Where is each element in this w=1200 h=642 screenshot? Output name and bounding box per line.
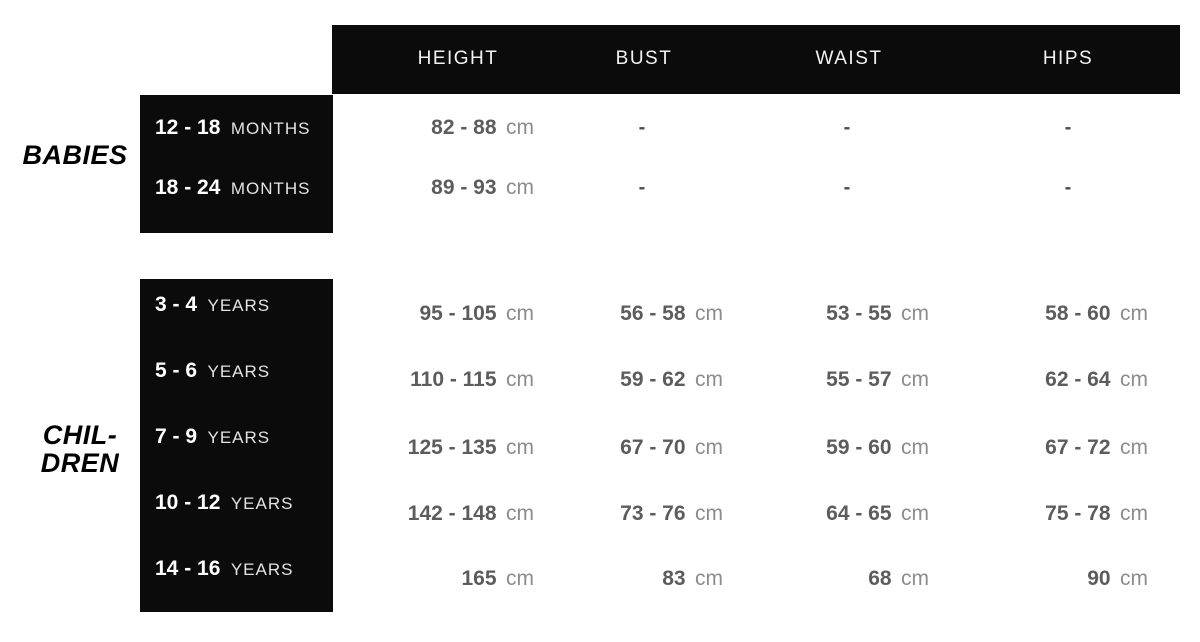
age-range: 18 - 24 bbox=[155, 176, 221, 199]
measurement-value: 67 - 70 bbox=[620, 436, 686, 459]
measurement-value: 64 - 65 bbox=[826, 502, 892, 525]
measurement-cell-height bbox=[408, 502, 534, 526]
measurement-value: 95 - 105 bbox=[419, 302, 497, 325]
measurement-unit: cm bbox=[1120, 567, 1148, 590]
measurement-value: 125 - 135 bbox=[407, 436, 497, 459]
measurement-unit: cm bbox=[901, 567, 929, 590]
measurement-unit: cm bbox=[1120, 368, 1148, 391]
measurement-unit: cm bbox=[1120, 436, 1148, 459]
measurement-value: 59 - 60 bbox=[826, 436, 892, 459]
measurement-cell-waist bbox=[868, 567, 929, 591]
measurement-unit: cm bbox=[506, 502, 534, 525]
measurement-value: 89 - 93 bbox=[431, 176, 497, 199]
empty-cell-dash: - bbox=[638, 176, 646, 199]
age-unit: YEARS bbox=[207, 428, 271, 447]
measurement-value: 59 - 62 bbox=[620, 368, 686, 391]
age-range: 7 - 9 bbox=[155, 425, 198, 448]
measurement-unit: cm bbox=[506, 436, 534, 459]
empty-cell-dash: - bbox=[843, 176, 851, 199]
measurement-value: 110 - 115 bbox=[410, 368, 497, 391]
measurement-unit: cm bbox=[901, 302, 929, 325]
measurement-value: 68 bbox=[868, 567, 892, 590]
empty-cell-dash: - bbox=[1064, 116, 1072, 139]
empty-cell-dash: - bbox=[1064, 176, 1072, 199]
measurement-unit: cm bbox=[695, 436, 723, 459]
age-unit: MONTHS bbox=[230, 179, 311, 198]
measurement-cell-hips bbox=[1045, 502, 1148, 526]
age-label bbox=[155, 557, 293, 581]
measurement-unit: cm bbox=[901, 502, 929, 525]
measurement-cell-hips bbox=[1045, 368, 1148, 392]
measurement-unit: cm bbox=[1120, 302, 1148, 325]
measurement-unit: cm bbox=[506, 302, 534, 325]
age-unit: YEARS bbox=[230, 494, 294, 513]
measurement-cell-height bbox=[410, 368, 534, 392]
age-range: 5 - 6 bbox=[155, 359, 198, 382]
measurement-value: 75 - 78 bbox=[1045, 502, 1111, 525]
group-label-children bbox=[41, 421, 120, 477]
empty-cell-dash: - bbox=[843, 116, 851, 139]
measurement-unit: cm bbox=[901, 368, 929, 391]
measurement-cell-waist bbox=[826, 502, 929, 526]
measurement-cell-bust bbox=[620, 302, 723, 326]
age-unit: YEARS bbox=[230, 560, 294, 579]
measurement-value: 83 bbox=[662, 567, 686, 590]
age-unit: YEARS bbox=[207, 362, 271, 381]
group-label-line: BABIES bbox=[22, 140, 128, 170]
measurement-cell-height bbox=[431, 176, 534, 200]
age-range: 14 - 16 bbox=[155, 557, 221, 580]
measurement-unit: cm bbox=[506, 567, 534, 590]
measurement-cell-height bbox=[431, 116, 534, 140]
age-label bbox=[155, 116, 311, 140]
age-range: 12 - 18 bbox=[155, 116, 221, 139]
measurement-unit: cm bbox=[506, 368, 534, 391]
column-header-hips: HIPS bbox=[1042, 48, 1094, 69]
age-label bbox=[155, 293, 270, 317]
measurement-unit: cm bbox=[1120, 502, 1148, 525]
measurement-cell-hips bbox=[1045, 302, 1148, 326]
measurement-value: 58 - 60 bbox=[1045, 302, 1111, 325]
group-label-line: CHIL- bbox=[42, 420, 118, 450]
measurement-cell-bust bbox=[620, 368, 723, 392]
age-label bbox=[155, 491, 293, 515]
measurement-cell-height bbox=[462, 567, 535, 591]
measurement-value: 73 - 76 bbox=[620, 502, 686, 525]
age-unit: YEARS bbox=[207, 296, 271, 315]
age-label bbox=[155, 425, 270, 449]
measurement-cell-bust bbox=[620, 436, 723, 460]
column-header-height: HEIGHT bbox=[417, 48, 499, 69]
measurement-cell-bust bbox=[662, 567, 723, 591]
measurement-unit: cm bbox=[506, 176, 534, 199]
measurement-unit: cm bbox=[506, 116, 534, 139]
age-range: 3 - 4 bbox=[155, 293, 198, 316]
measurement-unit: cm bbox=[695, 368, 723, 391]
measurement-unit: cm bbox=[901, 436, 929, 459]
measurement-cell-waist bbox=[826, 436, 929, 460]
age-label bbox=[155, 176, 311, 200]
measurement-value: 55 - 57 bbox=[826, 368, 892, 391]
measurement-unit: cm bbox=[695, 502, 723, 525]
measurement-value: 53 - 55 bbox=[826, 302, 892, 325]
measurement-cell-bust bbox=[620, 502, 723, 526]
measurement-cell-hips bbox=[1087, 567, 1148, 591]
measurement-value: 90 bbox=[1087, 567, 1111, 590]
measurement-value: 82 - 88 bbox=[431, 116, 497, 139]
measurement-cell-waist bbox=[826, 302, 929, 326]
age-label bbox=[155, 359, 270, 383]
measurement-value: 67 - 72 bbox=[1045, 436, 1111, 459]
measurement-value: 142 - 148 bbox=[407, 502, 497, 525]
measurement-cell-hips bbox=[1045, 436, 1148, 460]
measurement-cell-height bbox=[408, 436, 534, 460]
measurement-value: 62 - 64 bbox=[1045, 368, 1111, 391]
measurement-value: 56 - 58 bbox=[620, 302, 686, 325]
measurement-value: 165 bbox=[461, 567, 497, 590]
group-label-line: DREN bbox=[40, 448, 120, 478]
column-header-bust: BUST bbox=[615, 48, 673, 69]
measurement-unit: cm bbox=[695, 302, 723, 325]
group-label-babies bbox=[22, 141, 127, 169]
measurement-unit: cm bbox=[695, 567, 723, 590]
age-unit: MONTHS bbox=[230, 119, 311, 138]
measurement-cell-height bbox=[419, 302, 534, 326]
age-range: 10 - 12 bbox=[155, 491, 221, 514]
measurement-cell-waist bbox=[826, 368, 929, 392]
column-header-waist: WAIST bbox=[815, 48, 883, 69]
empty-cell-dash: - bbox=[638, 116, 646, 139]
